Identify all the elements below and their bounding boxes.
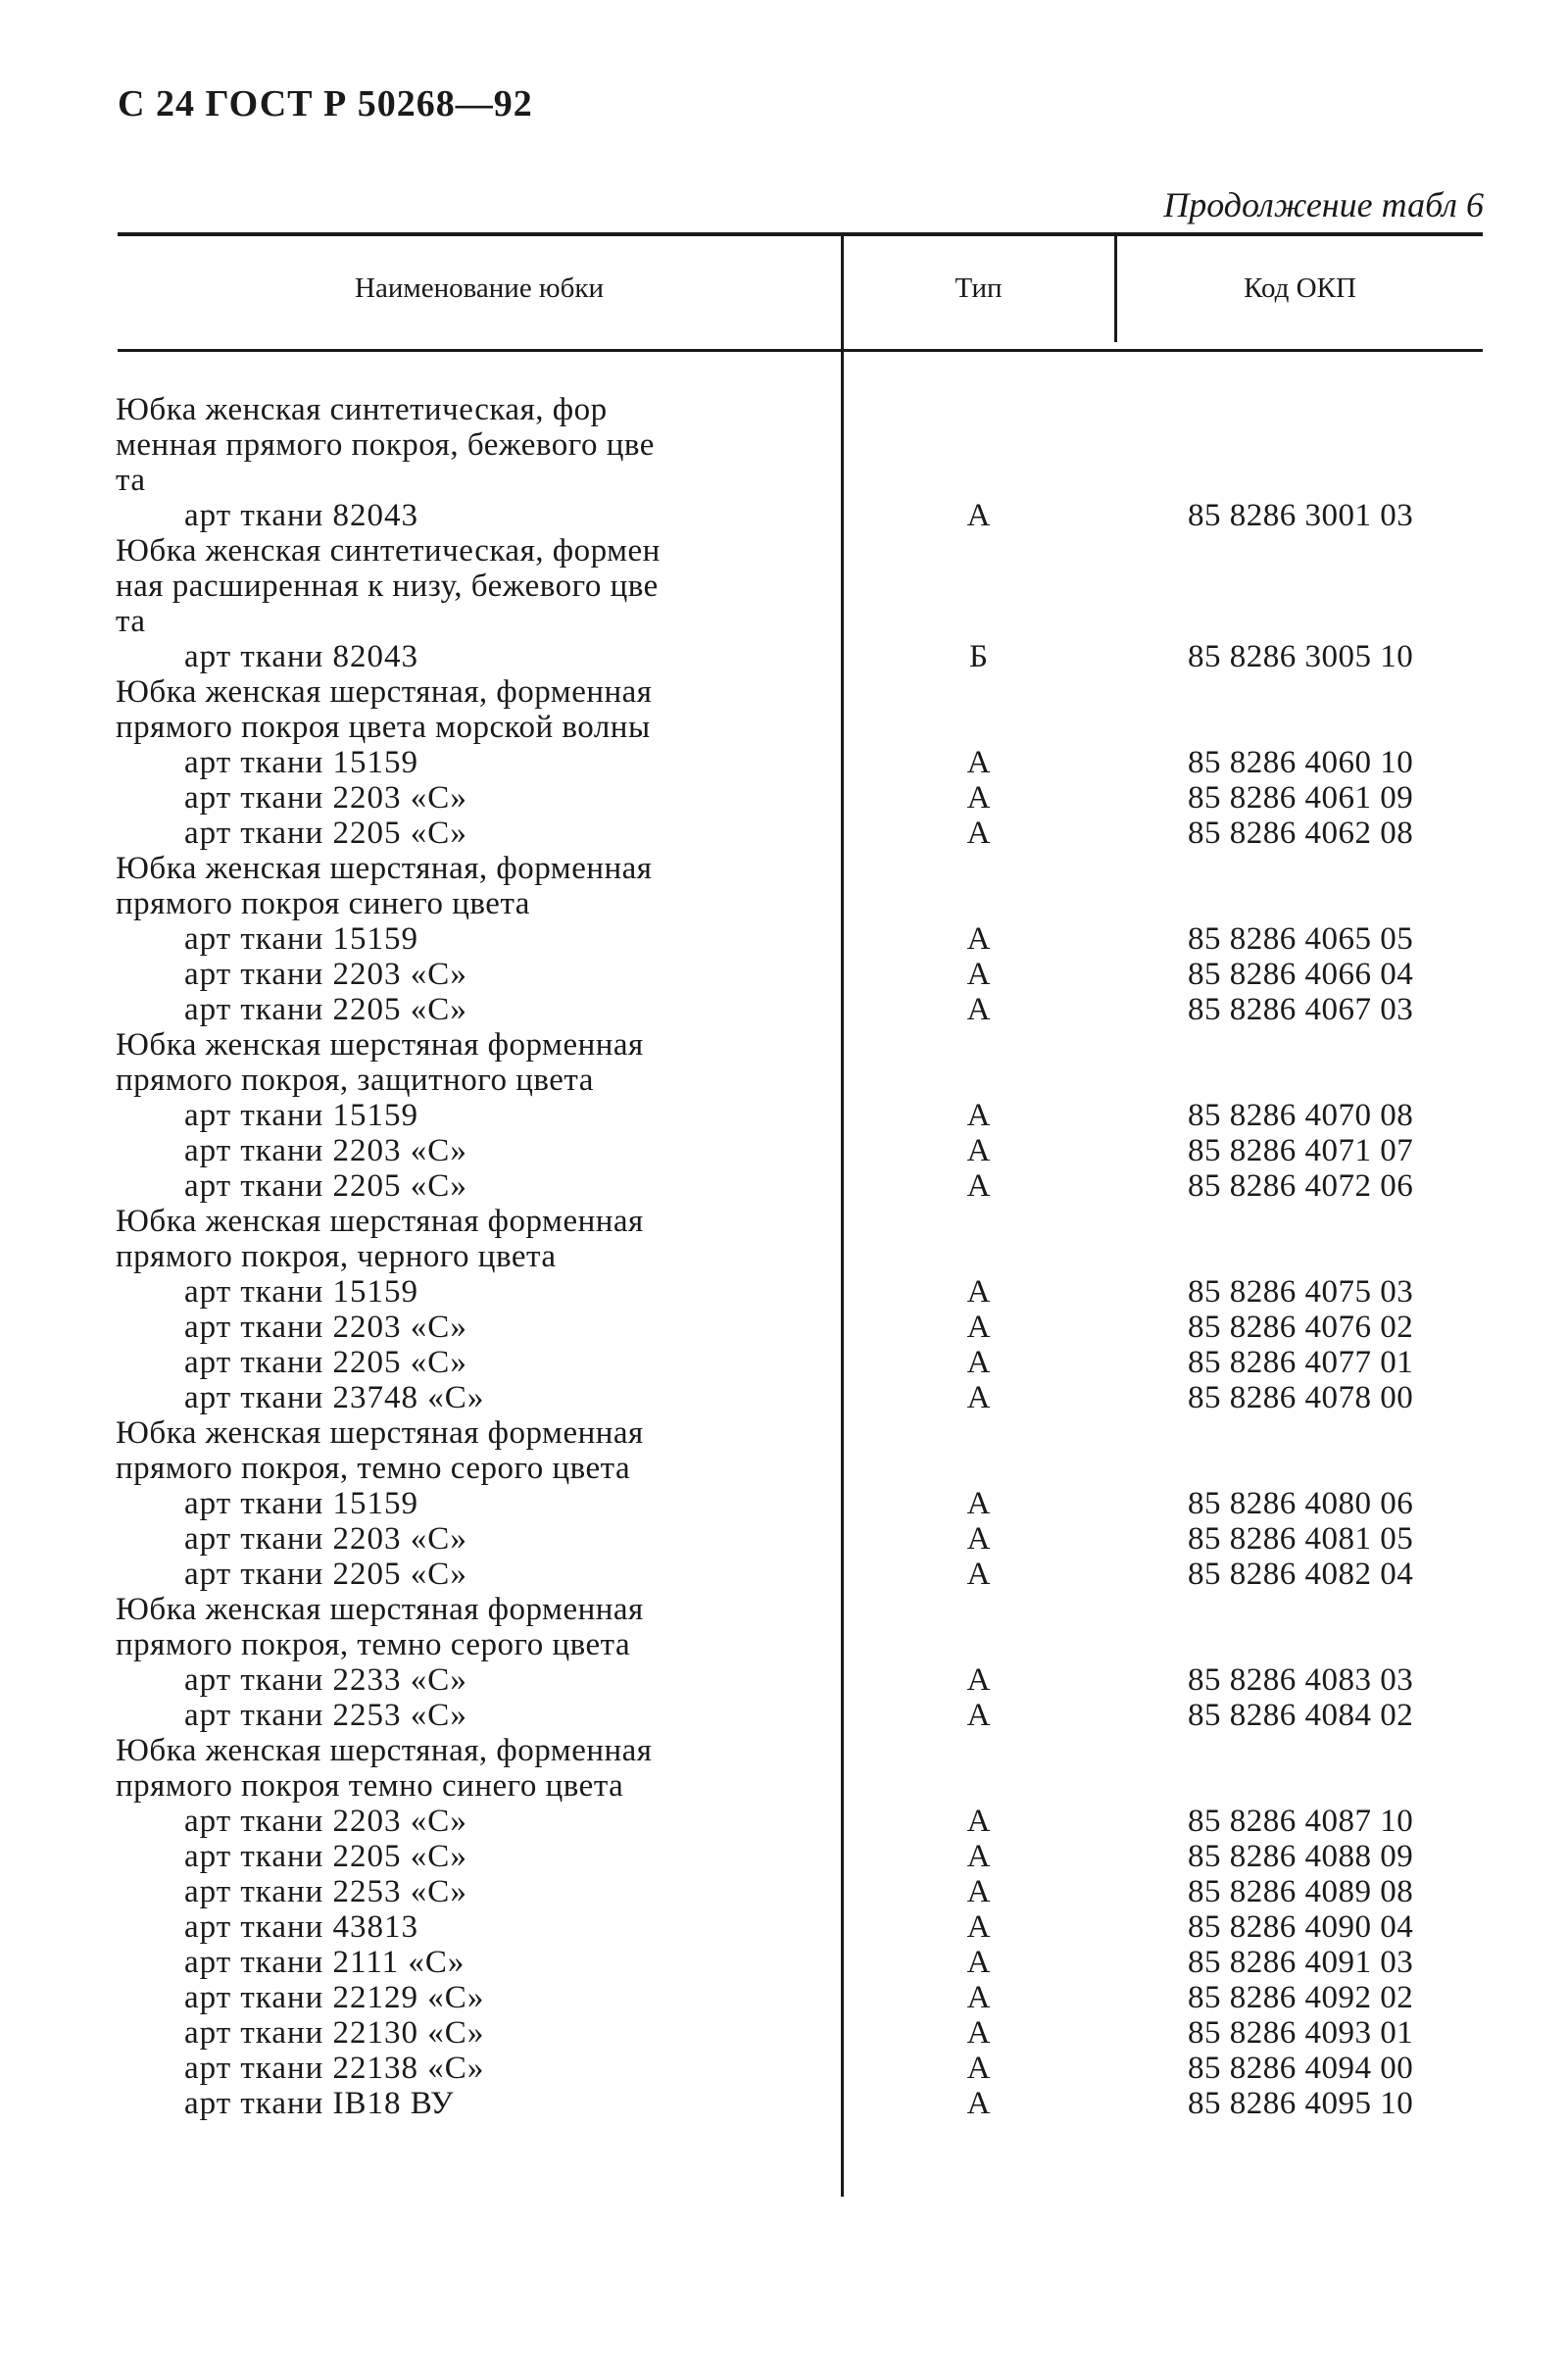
- table-row: [0, 1133, 1568, 1168]
- type-cell: А: [966, 1839, 991, 1874]
- table-row: [0, 1733, 1568, 1768]
- okp-code-cell: 85 8286 4062 08: [1188, 816, 1414, 851]
- okp-code-cell: 85 8286 4066 04: [1188, 957, 1414, 992]
- fabric-article: арт ткани 23748 «С»: [184, 1380, 485, 1415]
- okp-code-cell: 85 8286 4080 06: [1188, 1486, 1414, 1521]
- okp-code-cell: 85 8286 4076 02: [1188, 1310, 1414, 1345]
- table-row: [0, 639, 1568, 674]
- table-row: [0, 1627, 1568, 1662]
- item-name: Юбка женская синтетическая, формен: [116, 533, 661, 569]
- table-row: [0, 1098, 1568, 1133]
- table-row: [0, 1592, 1568, 1627]
- table-row: [0, 1874, 1568, 1909]
- table-row: [0, 1451, 1568, 1486]
- table-row: [0, 1839, 1568, 1874]
- fabric-article: арт ткани 2203 «С»: [184, 1310, 467, 1345]
- type-cell: А: [966, 1310, 991, 1345]
- table-row: [0, 392, 1568, 427]
- okp-code-cell: 85 8286 4077 01: [1188, 1345, 1414, 1380]
- table-continuation-label: Продолжение табл 6: [1163, 185, 1484, 224]
- type-cell: А: [966, 2051, 991, 2086]
- fabric-article: арт ткани 22138 «С»: [184, 2051, 485, 2086]
- table-row: [0, 1945, 1568, 1980]
- okp-code-cell: 85 8286 4090 04: [1188, 1909, 1414, 1945]
- table-row: [0, 1486, 1568, 1521]
- fabric-article: арт ткани 2205 «С»: [184, 1168, 467, 1204]
- okp-code-cell: 85 8286 4093 01: [1188, 2015, 1414, 2051]
- fabric-article: арт ткани 2233 «С»: [184, 1662, 467, 1698]
- type-cell: А: [966, 1557, 991, 1592]
- item-name: Юбка женская шерстяная форменная: [116, 1204, 644, 1239]
- fabric-article: арт ткани 2253 «С»: [184, 1698, 467, 1733]
- table-row: [0, 2015, 1568, 2051]
- table-row: [0, 1027, 1568, 1063]
- okp-code-cell: 85 8286 4078 00: [1188, 1380, 1414, 1415]
- table-header-rule: [118, 349, 1483, 352]
- type-cell: А: [966, 2086, 991, 2121]
- type-cell: А: [966, 1804, 991, 1839]
- fabric-article: арт ткани 43813: [184, 1909, 419, 1945]
- type-cell: А: [966, 992, 991, 1027]
- type-cell: А: [966, 1698, 991, 1733]
- table-row: [0, 2086, 1568, 2121]
- table-row: [0, 1768, 1568, 1804]
- type-cell: А: [966, 1345, 991, 1380]
- item-name: прямого покроя темно синего цвета: [116, 1768, 624, 1804]
- table-row: [0, 1239, 1568, 1274]
- fabric-article: арт ткани 2203 «С»: [184, 957, 467, 992]
- item-name: Юбка женская шерстяная форменная: [116, 1415, 644, 1451]
- fabric-article: арт ткани 2203 «С»: [184, 780, 467, 816]
- fabric-article: арт ткани 15159: [184, 1486, 419, 1521]
- fabric-article: арт ткани 2205 «С»: [184, 1557, 467, 1592]
- fabric-article: арт ткани 2203 «С»: [184, 1133, 467, 1168]
- table-row: [0, 427, 1568, 463]
- type-cell: А: [966, 1874, 991, 1909]
- okp-code-cell: 85 8286 4095 10: [1188, 2086, 1414, 2121]
- type-cell: А: [966, 1909, 991, 1945]
- item-name: Юбка женская шерстяная форменная: [116, 1592, 644, 1627]
- item-name: прямого покроя, защитного цвета: [116, 1063, 594, 1098]
- table-row: [0, 1662, 1568, 1698]
- fabric-article: арт ткани 2205 «С»: [184, 816, 467, 851]
- table-row: [0, 710, 1568, 745]
- fabric-article: арт ткани 22129 «С»: [184, 1980, 485, 2015]
- table-row: [0, 569, 1568, 604]
- table-row: [0, 533, 1568, 569]
- fabric-article: арт ткани 82043: [184, 498, 419, 533]
- fabric-article: арт ткани 82043: [184, 639, 419, 674]
- table-row: [0, 886, 1568, 921]
- okp-code-cell: 85 8286 4075 03: [1188, 1274, 1414, 1310]
- item-name: та: [116, 463, 146, 498]
- item-name: Юбка женская шерстяная, форменная: [116, 674, 653, 710]
- table-row: [0, 957, 1568, 992]
- type-cell: А: [966, 1945, 991, 1980]
- okp-code-cell: 85 8286 4082 04: [1188, 1557, 1414, 1592]
- table-body: [0, 392, 1568, 2121]
- okp-code-cell: 85 8286 4092 02: [1188, 1980, 1414, 2015]
- okp-code-cell: 85 8286 4089 08: [1188, 1874, 1414, 1909]
- fabric-article: арт ткани 2205 «С»: [184, 992, 467, 1027]
- table-row: [0, 1698, 1568, 1733]
- okp-code-cell: 85 8286 4070 08: [1188, 1098, 1414, 1133]
- type-cell: А: [966, 1098, 991, 1133]
- okp-code-cell: 85 8286 3005 10: [1188, 639, 1414, 674]
- okp-code-cell: 85 8286 4061 09: [1188, 780, 1414, 816]
- type-cell: А: [966, 816, 991, 851]
- type-cell: А: [966, 2015, 991, 2051]
- type-cell: А: [966, 780, 991, 816]
- okp-code-cell: 85 8286 4071 07: [1188, 1133, 1414, 1168]
- table-row: [0, 1310, 1568, 1345]
- item-name: Юбка женская шерстяная форменная: [116, 1027, 644, 1063]
- table-row: [0, 851, 1568, 886]
- item-name: та: [116, 604, 146, 639]
- type-cell: А: [966, 957, 991, 992]
- table-row: [0, 463, 1568, 498]
- type-cell: А: [966, 1380, 991, 1415]
- table-row: [0, 921, 1568, 957]
- type-cell: А: [966, 1133, 991, 1168]
- type-cell: А: [966, 1521, 991, 1557]
- table-row: [0, 1063, 1568, 1098]
- type-cell: А: [966, 1662, 991, 1698]
- item-name: Юбка женская синтетическая, фор: [116, 392, 608, 427]
- type-cell: А: [966, 1168, 991, 1204]
- fabric-article: арт ткани 15159: [184, 745, 419, 780]
- type-cell: А: [966, 1980, 991, 2015]
- table-row: [0, 1557, 1568, 1592]
- table-row: [0, 1204, 1568, 1239]
- fabric-article: арт ткани 15159: [184, 1098, 419, 1133]
- item-name: прямого покроя, черного цвета: [116, 1239, 557, 1274]
- table-row: [0, 1274, 1568, 1310]
- type-cell: А: [966, 1486, 991, 1521]
- table-row: [0, 498, 1568, 533]
- table-row: [0, 1380, 1568, 1415]
- table-row: [0, 1168, 1568, 1204]
- item-name: Юбка женская шерстяная, форменная: [116, 1733, 653, 1768]
- fabric-article: арт ткани 15159: [184, 921, 419, 957]
- item-name: прямого покроя цвета морской волны: [116, 710, 651, 745]
- type-cell: А: [966, 1274, 991, 1310]
- table-row: [0, 1804, 1568, 1839]
- fabric-article: арт ткани 2205 «С»: [184, 1345, 467, 1380]
- item-name: прямого покроя синего цвета: [116, 886, 530, 921]
- type-cell: А: [966, 745, 991, 780]
- column-header-code: Код ОКП: [1244, 272, 1356, 304]
- fabric-article: арт ткани 22130 «С»: [184, 2015, 485, 2051]
- item-name: Юбка женская шерстяная, форменная: [116, 851, 653, 886]
- okp-code-cell: 85 8286 4091 03: [1188, 1945, 1414, 1980]
- fabric-article: арт ткани 15159: [184, 1274, 419, 1310]
- fabric-article: арт ткани IB18 ВУ: [184, 2086, 455, 2121]
- fabric-article: арт ткани 2111 «С»: [184, 1945, 466, 1980]
- okp-code-cell: 85 8286 4094 00: [1188, 2051, 1414, 2086]
- table-row: [0, 1909, 1568, 1945]
- fabric-article: арт ткани 2203 «С»: [184, 1804, 467, 1839]
- okp-code-cell: 85 8286 4067 03: [1188, 992, 1414, 1027]
- okp-code-cell: 85 8286 4072 06: [1188, 1168, 1414, 1204]
- okp-code-cell: 85 8286 4087 10: [1188, 1804, 1414, 1839]
- table-row: [0, 674, 1568, 710]
- table-row: [0, 604, 1568, 639]
- fabric-article: арт ткани 2253 «С»: [184, 1874, 467, 1909]
- table-row: [0, 1980, 1568, 2015]
- table-row: [0, 992, 1568, 1027]
- column-header-type: Тип: [955, 272, 1003, 304]
- okp-code-cell: 85 8286 4081 05: [1188, 1521, 1414, 1557]
- type-cell: Б: [969, 639, 988, 674]
- page-header: С 24 ГОСТ Р 50268—92: [118, 83, 533, 124]
- fabric-article: арт ткани 2203 «С»: [184, 1521, 467, 1557]
- type-cell: А: [966, 498, 991, 533]
- item-name: ная расширенная к низу, бежевого цве: [116, 569, 659, 604]
- table-row: [0, 745, 1568, 780]
- table-row: [0, 1521, 1568, 1557]
- item-name: прямого покроя, темно серого цвета: [116, 1627, 631, 1662]
- okp-code-cell: 85 8286 4065 05: [1188, 921, 1414, 957]
- okp-code-cell: 85 8286 3001 03: [1188, 498, 1414, 533]
- item-name: менная прямого покроя, бежевого цве: [116, 427, 655, 463]
- table-row: [0, 1345, 1568, 1380]
- table-row: [0, 816, 1568, 851]
- fabric-article: арт ткани 2205 «С»: [184, 1839, 467, 1874]
- table-top-rule: [118, 232, 1483, 236]
- column-header-name: Наименование юбки: [355, 272, 604, 304]
- okp-code-cell: 85 8286 4084 02: [1188, 1698, 1414, 1733]
- okp-code-cell: 85 8286 4083 03: [1188, 1662, 1414, 1698]
- table-row: [0, 2051, 1568, 2086]
- item-name: прямого покроя, темно серого цвета: [116, 1451, 631, 1486]
- table-row: [0, 1415, 1568, 1451]
- type-cell: А: [966, 921, 991, 957]
- okp-code-cell: 85 8286 4060 10: [1188, 745, 1414, 780]
- okp-code-cell: 85 8286 4088 09: [1188, 1839, 1414, 1874]
- table-row: [0, 780, 1568, 816]
